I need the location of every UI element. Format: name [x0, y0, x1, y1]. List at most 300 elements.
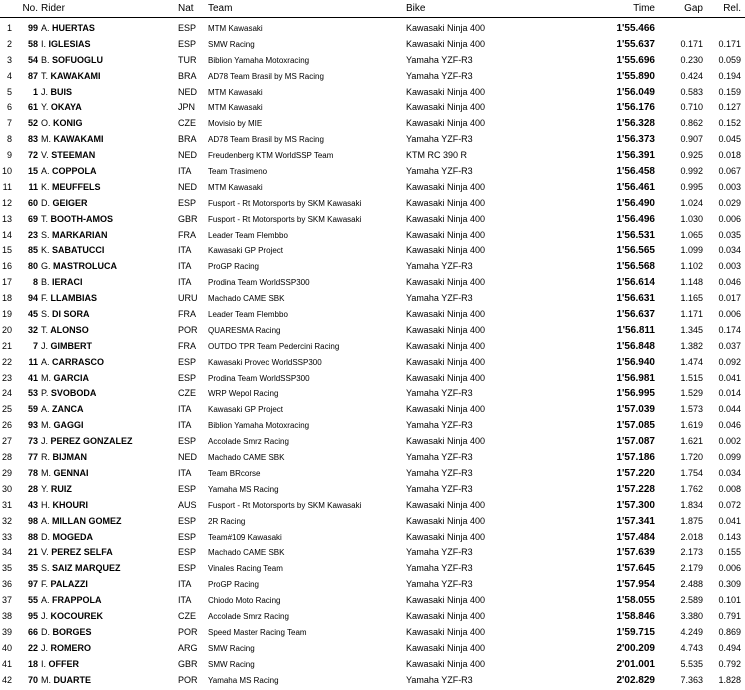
- gap-cell: 0.583: [680, 86, 703, 97]
- rider-cell: [41, 85, 72, 101]
- bike-cell: Yamaha YZF-R3: [406, 166, 473, 177]
- race-number-cell: 85: [27, 245, 38, 256]
- bike-cell: Kawasaki Ninja 400: [406, 404, 486, 415]
- bike-cell: Kawasaki Ninja 400: [406, 245, 486, 256]
- position-cell: 31: [1, 499, 12, 510]
- bike-cell: Kawasaki Ninja 400: [406, 436, 486, 447]
- nationality-cell: ITA: [178, 467, 192, 478]
- race-number-cell: 1: [32, 86, 38, 97]
- table-row: [0, 275, 745, 291]
- rider-cell: [41, 275, 83, 291]
- position-cell: 8: [6, 134, 12, 145]
- rider-initial: S.: [41, 309, 50, 320]
- nationality-cell: FRA: [178, 309, 196, 320]
- table-row: [0, 418, 745, 434]
- position-cell: 40: [1, 642, 12, 653]
- rider-cell: [41, 180, 101, 196]
- table-row: [0, 498, 745, 514]
- gap-cell: 1.875: [680, 515, 703, 526]
- position-cell: 27: [1, 436, 12, 447]
- team-cell: Prodina Team WorldSSP300: [208, 278, 310, 288]
- team-cell: Team BRcorse: [208, 468, 261, 478]
- position-cell: 7: [6, 118, 12, 129]
- table-row: [0, 132, 745, 148]
- rider-initial: D.: [41, 531, 50, 542]
- relative-gap-cell: 0.034: [718, 245, 741, 256]
- relative-gap-cell: 0.127: [718, 102, 741, 113]
- race-number-cell: 11: [28, 356, 38, 367]
- lap-time-cell: 1'57.228: [616, 483, 655, 495]
- rider-cell: [41, 243, 104, 259]
- lap-time-cell: 1'57.645: [616, 563, 655, 575]
- rider-initial: K.: [41, 181, 50, 192]
- position-cell: 24: [1, 388, 12, 399]
- lap-time-cell: 1'56.565: [616, 245, 655, 257]
- rider-initial: M.: [41, 467, 51, 478]
- table-row: [0, 530, 745, 546]
- team-cell: Biblion Yamaha Motoxracing: [208, 421, 310, 431]
- race-number-cell: 61: [27, 102, 38, 113]
- team-cell: Leader Team Flembbo: [208, 310, 288, 320]
- gap-cell: 0.710: [680, 102, 703, 113]
- lap-time-cell: 1'57.087: [616, 436, 655, 448]
- nationality-cell: BRA: [178, 70, 197, 81]
- position-cell: 13: [1, 213, 12, 224]
- nationality-cell: FRA: [178, 340, 196, 351]
- gap-cell: 1.065: [680, 229, 703, 240]
- rider-surname: BOOTH-AMOS: [50, 213, 114, 224]
- rider-cell: [41, 100, 82, 116]
- relative-gap-cell: 1.828: [718, 674, 741, 685]
- rider-surname: PALAZZI: [50, 579, 88, 590]
- rider-surname: STEEMAN: [51, 150, 96, 161]
- rider-surname: DI SORA: [52, 309, 90, 320]
- rider-surname: SABATUCCI: [52, 245, 105, 256]
- team-cell: Biblion Yamaha Motoxracing: [208, 55, 310, 65]
- race-number-cell: 95: [27, 610, 38, 621]
- position-cell: 20: [1, 324, 12, 335]
- team-cell: 2R Racing: [208, 516, 246, 526]
- race-number-cell: 83: [27, 134, 38, 145]
- table-row: [0, 514, 745, 530]
- nationality-cell: CZE: [178, 388, 196, 399]
- table-row: [0, 148, 745, 164]
- rider-cell: [41, 593, 102, 609]
- relative-gap-cell: 0.006: [718, 213, 741, 224]
- gap-cell: 0.907: [680, 134, 703, 145]
- rider-cell: [41, 291, 97, 307]
- rider-initial: T.: [41, 70, 49, 81]
- rider-surname: COPPOLA: [52, 166, 97, 177]
- nationality-cell: ESP: [178, 563, 197, 574]
- race-number-cell: 35: [27, 563, 38, 574]
- gap-cell: 0.925: [680, 150, 703, 161]
- relative-gap-cell: 0.092: [718, 356, 741, 367]
- rider-initial: Y.: [41, 102, 49, 113]
- rider-cell: [41, 259, 117, 275]
- team-cell: Speed Master Racing Team: [208, 627, 307, 637]
- lap-time-cell: 1'56.614: [616, 277, 655, 289]
- table-row: [0, 212, 745, 228]
- bike-cell: Kawasaki Ninja 400: [406, 372, 486, 383]
- gap-cell: 1.754: [680, 467, 703, 478]
- lap-time-cell: 1'56.458: [616, 166, 655, 178]
- relative-gap-cell: 0.046: [718, 420, 741, 431]
- lap-time-cell: 1'57.220: [616, 467, 655, 479]
- team-cell: SMW Racing: [208, 659, 255, 669]
- rider-cell: [41, 53, 103, 69]
- nationality-cell: NED: [178, 452, 198, 463]
- rider-initial: I.: [41, 658, 47, 669]
- gap-cell: 4.249: [680, 626, 703, 637]
- nationality-cell: GBR: [178, 213, 198, 224]
- rider-surname: GEIGER: [52, 197, 88, 208]
- bike-cell: Kawasaki Ninja 400: [406, 499, 486, 510]
- rider-initial: D.: [41, 197, 50, 208]
- relative-gap-cell: 0.017: [718, 293, 741, 304]
- bike-cell: Kawasaki Ninja 400: [406, 658, 486, 669]
- rider-initial: V.: [41, 547, 49, 558]
- position-cell: 14: [1, 229, 12, 240]
- header-time: Time: [633, 3, 655, 14]
- position-cell: 10: [1, 166, 12, 177]
- race-number-cell: 43: [27, 499, 38, 510]
- table-row: [0, 100, 745, 116]
- position-cell: 6: [6, 102, 12, 113]
- header-nat: Nat: [178, 3, 194, 14]
- nationality-cell: POR: [178, 674, 198, 685]
- nationality-cell: GBR: [178, 658, 198, 669]
- relative-gap-cell: 0.046: [718, 277, 741, 288]
- rider-surname: PEREZ SELFA: [51, 547, 113, 558]
- position-cell: 1: [6, 23, 12, 33]
- gap-cell: 0.992: [680, 166, 703, 177]
- bike-cell: Kawasaki Ninja 400: [406, 515, 486, 526]
- race-number-cell: 69: [27, 213, 38, 224]
- team-cell: Yamaha MS Racing: [208, 484, 279, 494]
- gap-cell: 1.515: [680, 372, 703, 383]
- race-number-cell: 28: [27, 483, 38, 494]
- bike-cell: Yamaha YZF-R3: [406, 483, 473, 494]
- table-row: [0, 561, 745, 577]
- rider-surname: GENNAI: [53, 467, 89, 478]
- rider-initial: H.: [41, 499, 50, 510]
- lap-time-cell: 1'56.461: [616, 181, 655, 193]
- relative-gap-cell: 0.143: [718, 531, 741, 542]
- rider-cell: [41, 69, 101, 85]
- rider-surname: MARKARIAN: [52, 229, 108, 240]
- header-divider: [0, 17, 745, 18]
- bike-cell: Yamaha YZF-R3: [406, 547, 473, 558]
- race-number-cell: 22: [27, 642, 38, 653]
- position-cell: 34: [1, 547, 12, 558]
- relative-gap-cell: 0.006: [718, 563, 741, 574]
- relative-gap-cell: 0.159: [718, 86, 741, 97]
- lap-time-cell: 1'56.328: [616, 118, 655, 130]
- table-row: [0, 228, 745, 244]
- rider-initial: F.: [41, 293, 49, 304]
- rider-cell: [41, 625, 92, 641]
- rider-surname: LLAMBIAS: [50, 293, 98, 304]
- position-cell: 17: [1, 277, 12, 288]
- relative-gap-cell: 0.003: [718, 261, 741, 272]
- race-number-cell: 58: [27, 38, 38, 49]
- gap-cell: 2.018: [680, 531, 703, 542]
- relative-gap-cell: 0.014: [718, 388, 741, 399]
- nationality-cell: NED: [178, 150, 198, 161]
- race-number-cell: 78: [27, 467, 38, 478]
- rider-surname: KOCOUREK: [50, 610, 104, 621]
- bike-cell: Kawasaki Ninja 400: [406, 229, 486, 240]
- relative-gap-cell: 0.008: [718, 483, 741, 494]
- team-cell: Kawasaki GP Project: [208, 246, 283, 256]
- gap-cell: 0.230: [680, 54, 703, 65]
- bike-cell: Kawasaki Ninja 400: [406, 23, 486, 33]
- table-row: [0, 307, 745, 323]
- team-cell: SMW Racing: [208, 643, 255, 653]
- table-row: [0, 545, 745, 561]
- relative-gap-cell: 0.041: [718, 515, 741, 526]
- rider-cell: [41, 434, 133, 450]
- table-row: [0, 625, 745, 641]
- race-number-cell: 55: [27, 595, 38, 606]
- rider-surname: DUARTE: [53, 674, 92, 685]
- rider-cell: [41, 561, 121, 577]
- rider-initial: B.: [41, 277, 50, 288]
- bike-cell: Kawasaki Ninja 400: [406, 102, 486, 113]
- rider-initial: T.: [41, 324, 49, 335]
- race-number-cell: 45: [27, 309, 38, 320]
- rider-surname: SAIZ MARQUEZ: [52, 563, 121, 574]
- rider-initial: V.: [41, 150, 49, 161]
- rider-cell: [41, 371, 89, 387]
- position-cell: 4: [6, 70, 12, 81]
- team-cell: WRP Wepol Racing: [208, 389, 279, 399]
- gap-cell: 1.529: [680, 388, 703, 399]
- lap-time-cell: 2'01.001: [616, 658, 655, 670]
- rider-surname: MASTROLUCA: [53, 261, 118, 272]
- rider-surname: KHOURI: [52, 499, 89, 510]
- position-cell: 3: [6, 54, 12, 65]
- relative-gap-cell: 0.059: [718, 54, 741, 65]
- table-row: [0, 609, 745, 625]
- gap-cell: 0.171: [680, 38, 703, 49]
- rider-initial: D.: [41, 626, 50, 637]
- rider-cell: [41, 228, 108, 244]
- table-row: [0, 69, 745, 85]
- rider-surname: ALONSO: [50, 324, 89, 335]
- gap-cell: 1.834: [680, 499, 703, 510]
- gap-cell: 3.380: [680, 610, 703, 621]
- gap-cell: 1.102: [680, 261, 703, 272]
- gap-cell: 1.099: [680, 245, 703, 256]
- rider-initial: J.: [41, 610, 49, 621]
- position-cell: 28: [1, 452, 12, 463]
- lap-time-cell: 1'59.715: [616, 626, 655, 638]
- gap-cell: 0.995: [680, 181, 703, 192]
- position-cell: 9: [6, 150, 12, 161]
- rider-surname: BUIS: [50, 86, 73, 97]
- nationality-cell: POR: [178, 626, 198, 637]
- table-row: [0, 243, 745, 259]
- header-no: No.: [22, 3, 38, 14]
- team-cell: Fusport - Rt Motorsports by SKM Kawasaki: [208, 214, 362, 224]
- nationality-cell: ITA: [178, 245, 192, 256]
- lap-time-cell: 1'57.639: [616, 547, 655, 559]
- lap-time-cell: 1'56.637: [616, 309, 655, 321]
- lap-time-cell: 1'55.637: [616, 38, 655, 50]
- nationality-cell: CZE: [178, 610, 196, 621]
- rider-cell: [41, 641, 91, 657]
- rider-initial: O.: [41, 118, 51, 129]
- bike-cell: Yamaha YZF-R3: [406, 134, 473, 145]
- rider-surname: PEREZ GONZALEZ: [50, 436, 133, 447]
- gap-cell: 1.024: [680, 197, 703, 208]
- nationality-cell: ESP: [178, 531, 197, 542]
- position-cell: 38: [1, 610, 12, 621]
- rider-surname: GIMBERT: [50, 340, 93, 351]
- race-number-cell: 98: [27, 515, 38, 526]
- nationality-cell: AUS: [178, 499, 197, 510]
- nationality-cell: ESP: [178, 515, 197, 526]
- lap-time-cell: 1'56.496: [616, 213, 655, 225]
- gap-cell: 1.762: [680, 483, 703, 494]
- nationality-cell: JPN: [178, 102, 196, 113]
- bike-cell: Kawasaki Ninja 400: [406, 356, 486, 367]
- bike-cell: Kawasaki Ninja 400: [406, 309, 486, 320]
- rider-surname: HUERTAS: [52, 23, 95, 33]
- rider-cell: [41, 21, 95, 37]
- bike-cell: Kawasaki Ninja 400: [406, 595, 486, 606]
- relative-gap-cell: 0.194: [718, 70, 741, 81]
- position-cell: 19: [1, 309, 12, 320]
- rider-cell: [41, 482, 72, 498]
- team-cell: ProGP Racing: [208, 262, 259, 272]
- gap-cell: 2.488: [680, 579, 703, 590]
- rider-surname: GARCIA: [53, 372, 90, 383]
- nationality-cell: ARG: [178, 642, 198, 653]
- lap-time-cell: 1'56.049: [616, 86, 655, 98]
- bike-cell: Yamaha YZF-R3: [406, 70, 473, 81]
- rider-surname: BORGES: [52, 626, 92, 637]
- bike-cell: Yamaha YZF-R3: [406, 563, 473, 574]
- rider-initial: G.: [41, 261, 51, 272]
- nationality-cell: ITA: [178, 166, 192, 177]
- rider-surname: BIJMAN: [52, 452, 88, 463]
- relative-gap-cell: 0.067: [718, 166, 741, 177]
- rider-surname: IERACI: [52, 277, 83, 288]
- gap-cell: 1.171: [680, 309, 703, 320]
- race-number-cell: 7: [32, 340, 38, 351]
- bike-cell: Yamaha YZF-R3: [406, 452, 473, 463]
- gap-cell: 1.148: [680, 277, 703, 288]
- nationality-cell: CZE: [178, 118, 196, 129]
- gap-cell: 5.535: [680, 658, 703, 669]
- team-cell: Team#109 Kawasaki: [208, 532, 282, 542]
- relative-gap-cell: 0.309: [718, 579, 741, 590]
- table-row: [0, 482, 745, 498]
- race-number-cell: 66: [27, 626, 38, 637]
- team-cell: Kawasaki Provec WorldSSP300: [208, 357, 322, 367]
- nationality-cell: POR: [178, 324, 198, 335]
- rider-initial: R.: [41, 452, 50, 463]
- rider-cell: [41, 132, 104, 148]
- race-number-cell: 53: [27, 388, 38, 399]
- relative-gap-cell: 0.003: [718, 181, 741, 192]
- gap-cell: 1.573: [680, 404, 703, 415]
- results-table: [0, 21, 745, 688]
- position-cell: 37: [1, 595, 12, 606]
- nationality-cell: ITA: [178, 420, 192, 431]
- race-number-cell: 99: [27, 23, 38, 33]
- bike-cell: Yamaha YZF-R3: [406, 674, 473, 685]
- rider-cell: [41, 530, 93, 546]
- rider-surname: RUIZ: [50, 483, 72, 494]
- rider-initial: M.: [41, 674, 51, 685]
- rider-cell: [41, 323, 89, 339]
- nationality-cell: ESP: [178, 38, 197, 49]
- lap-time-cell: 1'57.085: [616, 420, 655, 432]
- lap-time-cell: 1'55.696: [616, 54, 655, 66]
- header-rider: Rider: [41, 3, 65, 14]
- rider-initial: K.: [41, 245, 50, 256]
- gap-cell: 1.030: [680, 213, 703, 224]
- lap-time-cell: 1'57.039: [616, 404, 655, 416]
- rider-cell: [41, 212, 113, 228]
- rider-surname: ZANCA: [52, 404, 84, 415]
- position-cell: 32: [1, 515, 12, 526]
- bike-cell: Kawasaki Ninja 400: [406, 86, 486, 97]
- nationality-cell: NED: [178, 86, 198, 97]
- table-row: [0, 371, 745, 387]
- table-row: [0, 402, 745, 418]
- nationality-cell: ESP: [178, 356, 197, 367]
- race-number-cell: 93: [27, 420, 38, 431]
- table-row: [0, 259, 745, 275]
- table-row: [0, 466, 745, 482]
- race-number-cell: 41: [27, 372, 38, 383]
- rider-cell: [41, 37, 91, 53]
- team-cell: Fusport - Rt Motorsports by SKM Kawasaki: [208, 198, 362, 208]
- team-cell: MTM Kawasaki: [208, 24, 263, 33]
- race-number-cell: 18: [27, 658, 38, 669]
- team-cell: AD78 Team Brasil by MS Racing: [208, 71, 324, 81]
- table-row: [0, 291, 745, 307]
- race-number-cell: 32: [27, 324, 38, 335]
- rider-cell: [41, 514, 122, 530]
- rider-cell: [41, 307, 90, 323]
- position-cell: 35: [1, 563, 12, 574]
- rider-cell: [41, 450, 87, 466]
- race-number-cell: 73: [27, 436, 38, 447]
- race-number-cell: 94: [27, 293, 38, 304]
- race-number-cell: 88: [27, 531, 38, 542]
- table-row: [0, 21, 745, 37]
- rider-initial: P.: [41, 388, 49, 399]
- team-cell: SMW Racing: [208, 39, 255, 49]
- bike-cell: Kawasaki Ninja 400: [406, 213, 486, 224]
- bike-cell: Yamaha YZF-R3: [406, 579, 473, 590]
- race-number-cell: 72: [27, 150, 38, 161]
- relative-gap-cell: 0.494: [718, 642, 741, 653]
- lap-time-cell: 1'57.954: [616, 579, 655, 591]
- gap-cell: 7.363: [680, 674, 703, 685]
- bike-cell: Yamaha YZF-R3: [406, 388, 473, 399]
- position-cell: 25: [1, 404, 12, 415]
- position-cell: 36: [1, 579, 12, 590]
- nationality-cell: ESP: [178, 372, 197, 383]
- rider-initial: F.: [41, 579, 49, 590]
